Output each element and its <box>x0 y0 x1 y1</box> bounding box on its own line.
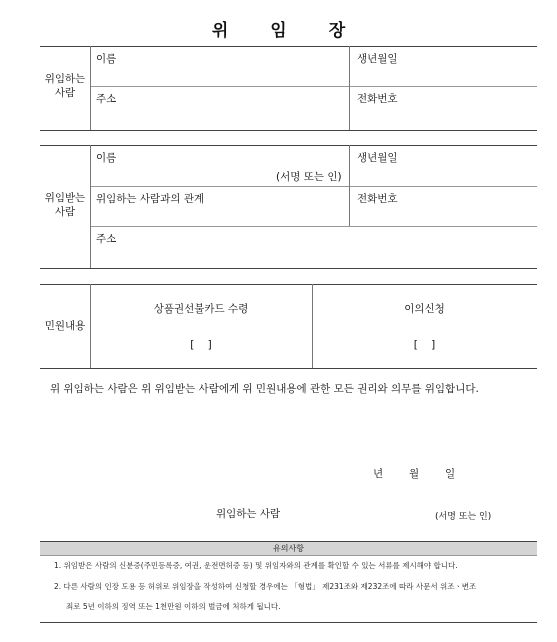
section3-heading-divider <box>90 284 91 368</box>
delegate-heading: 위임받는 사람 <box>44 192 86 218</box>
delegate-birth-label: 생년월일 <box>357 152 398 164</box>
date-year-label: 년 <box>373 468 384 480</box>
delegate-phone-label: 전화번호 <box>357 193 398 205</box>
section1-top-border <box>40 46 537 47</box>
section3-bottom-border <box>40 368 537 369</box>
delegator-phone-label: 전화번호 <box>357 93 398 105</box>
delegation-statement: 위 위임하는 사람은 위 위임받는 사람에게 위 민원내용에 관한 모든 권리와 의무를 위임합니다. <box>50 383 479 395</box>
delegate-signature-hint: (서명 또는 인) <box>276 171 342 183</box>
notice-item-1: 1. 위임받은 사람의 신분증(주민등록증, 여권, 운전면허증 등) 및 위임자와의 관계를 확인할 수 있는 서류를 제시해야 합니다. <box>54 561 458 570</box>
section2-row-divider-1 <box>90 186 537 187</box>
section1-bottom-border <box>40 130 537 131</box>
delegator-name-label: 이름 <box>96 53 117 65</box>
date-month-label: 월 <box>409 468 420 480</box>
document-title <box>0 16 557 41</box>
delegate-name-label: 이름 <box>96 152 117 164</box>
signer-signature-hint: (서명 또는 인) <box>435 512 492 522</box>
section2-col-divider <box>349 145 350 226</box>
delegator-heading: 위임하는 사람 <box>44 73 86 99</box>
title-char-3: 장 <box>328 21 346 41</box>
title-char-1: 위 <box>211 21 229 41</box>
notice-item-2-continued: 죄로 5년 이하의 징역 또는 1천만원 이하의 벌금에 처하게 됩니다. <box>66 602 281 611</box>
notice-title: 유의사항 <box>40 541 537 556</box>
petition-option2-checkbox[interactable]: [ ] <box>413 339 436 351</box>
section2-top-border <box>40 145 537 146</box>
section2-row-divider-2 <box>90 226 537 227</box>
delegate-relation-label: 위임하는 사람과의 관계 <box>96 193 205 205</box>
petition-option1-label: 상품권선불카드 수령 <box>153 303 249 315</box>
section2-bottom-border <box>40 268 537 269</box>
section2-heading-divider <box>90 145 91 268</box>
signer-label: 위임하는 사람 <box>216 508 281 520</box>
section1-heading-divider <box>90 46 91 130</box>
section1-row-divider <box>90 86 537 87</box>
delegator-birth-label: 생년월일 <box>357 53 398 65</box>
notice-bottom-border <box>40 622 537 623</box>
section1-col-divider <box>349 46 350 130</box>
section3-col-divider <box>312 284 313 368</box>
section3-top-border <box>40 284 537 285</box>
delegator-address-label: 주소 <box>96 93 117 105</box>
petition-heading: 민원내용 <box>44 320 86 332</box>
petition-option1-checkbox[interactable]: [ ] <box>190 339 212 351</box>
date-day-label: 일 <box>445 468 456 480</box>
petition-option2-label: 이의신청 <box>404 303 445 315</box>
notice-item-2: 2. 다른 사람의 인장 도용 등 허위로 위임장을 작성하여 신청할 경우에는 「형법」 제231조와 제232조에 따라 사문서 위조ㆍ변조 <box>54 582 477 591</box>
title-char-2: 임 <box>270 21 287 41</box>
delegate-address-label: 주소 <box>96 233 117 245</box>
